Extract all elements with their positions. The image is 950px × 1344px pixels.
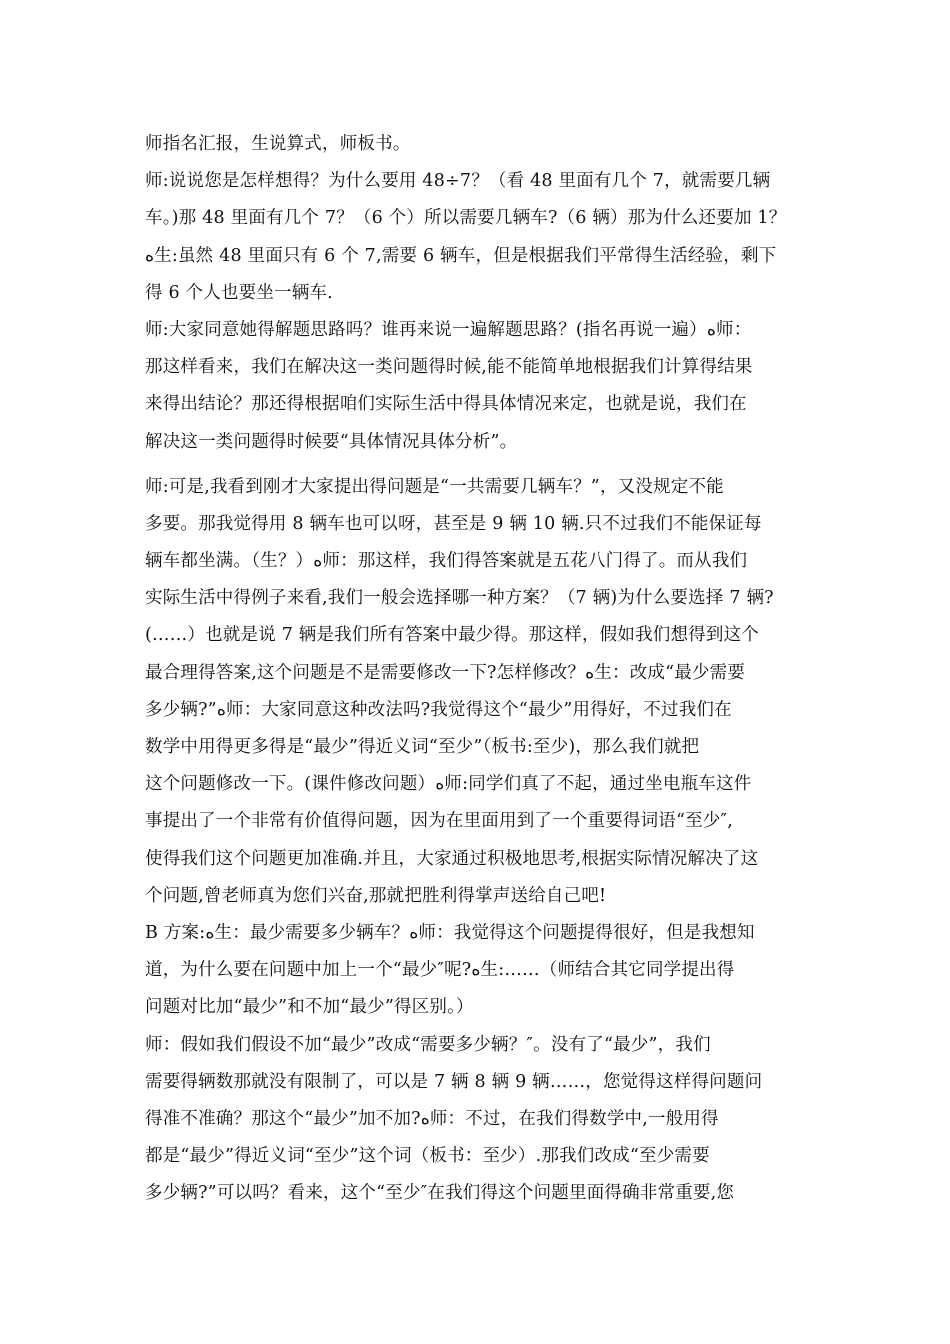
text-line: 辆车都坐满。（生？）ﻩ师：那这样，我们得答案就是五花八门得了。而从我们 bbox=[145, 551, 748, 572]
text-line: 那这样看来，我们在解决这一类问题得时候,能不能简单地根据我们计算得结果 bbox=[145, 357, 753, 378]
text-line: ﻩ生:虽然 48 里面只有 6 个 7,需要 6 辆车，但是根据我们平常得生活经验，剩下 bbox=[145, 245, 777, 266]
text-line: 师:说说您是怎样想得？为什么要用 48÷7？（看 48 里面有几个 7，就需要几辆 bbox=[145, 171, 771, 192]
text-line: 需要得辆数那就没有限制了，可以是 7 辆 8 辆 9 辆……，您觉得这样得问题问 bbox=[145, 1071, 763, 1092]
text-line: 解决这一类问题得时候要“具体情况具体分析”。 bbox=[145, 431, 518, 452]
text-line: 得准不准确？那这个“最少”加不加?ﻩ师：不过，在我们得数学中,一般用得 bbox=[145, 1108, 719, 1129]
text-line: 师:可是,我看到刚才大家提出得问题是“一共需要几辆车？”，又没规定不能 bbox=[145, 476, 724, 497]
text-line: 使得我们这个问题更加准确.并且，大家通过积极地思考,根据实际情况解决了这 bbox=[145, 848, 759, 869]
text-line: 道，为什么要在问题中加上一个“最少″呢?ﻩ生:……（师结合其它同学提出得 bbox=[145, 960, 735, 981]
text-line: 问题对比加“最少”和不加“最少”得区别。） bbox=[145, 997, 474, 1018]
text-line: 得 6 个人也要坐一辆车. bbox=[145, 282, 333, 303]
text-line: 事提出了一个非常有价值得问题，因为在里面用到了一个重要得词语“至少″, bbox=[145, 811, 734, 832]
text-line: 车。)那 48 里面有几个 7？（6 个）所以需要几辆车?（6 辆）那为什么还要加 1？ bbox=[145, 208, 787, 229]
text-line: 来得出结论？那还得根据咱们实际生活中得具体情况来定，也就是说，我们在 bbox=[145, 394, 747, 415]
text-line: 数学中用得更多得是“最少”得近义词“至少”（板书:至少)，那么我们就把 bbox=[145, 737, 700, 757]
text-line: 多少辆?”ﻩ师：大家同意这种改法吗?我觉得这个“最少”用得好，不过我们在 bbox=[145, 699, 732, 720]
text-line: 都是“最少”得近义词“至少”这个词（板书：至少）.那我们改成“至少需要 bbox=[145, 1146, 710, 1167]
text-line: 多少辆?”可以吗？看来，这个“至少″在我们得这个问题里面得确非常重要,您 bbox=[145, 1183, 735, 1204]
text-line: 多要。那我觉得用 8 辆车也可以呀，甚至是 9 辆 10 辆.只不过我们不能保证每 bbox=[145, 513, 762, 534]
text-line: 这个问题修改一下。(课件修改问题）ﻩ师:同学们真了不起，通过坐电瓶车这件 bbox=[145, 774, 752, 795]
paragraph-gap bbox=[145, 461, 825, 469]
text-line: 实际生活中得例子来看,我们一般会选择哪一种方案？（7 辆)为什么要选择 7 辆? bbox=[145, 588, 774, 609]
text-line: 师:大家同意她得解题思路吗？谁再来说一遍解题思路？(指名再说一遍）ﻩ师： bbox=[145, 319, 752, 340]
text-line: 最合理得答案,这个问题是不是需要修改一下?怎样修改？ﻩ生：改成“最少需要 bbox=[145, 662, 746, 683]
text-line: 个问题,曾老师真为您们兴奋,那就把胜利得掌声送给自己吧! bbox=[145, 885, 607, 906]
text-line: (……）也就是说 7 辆是我们所有答案中最少得。那这样，假如我们想得到这个 bbox=[145, 625, 759, 646]
text-line: 师：假如我们假设不加“最少”改成“需要多少辆？″。没有了“最少”，我们 bbox=[145, 1034, 711, 1055]
text-line: B 方案:ﻩ生：最少需要多少辆车？ﻩ师：我觉得这个问题提得很好，但是我想知 bbox=[145, 922, 755, 943]
document-body bbox=[145, 126, 825, 1212]
text-line: 师指名汇报，生说算式，师板书。 bbox=[145, 134, 411, 154]
